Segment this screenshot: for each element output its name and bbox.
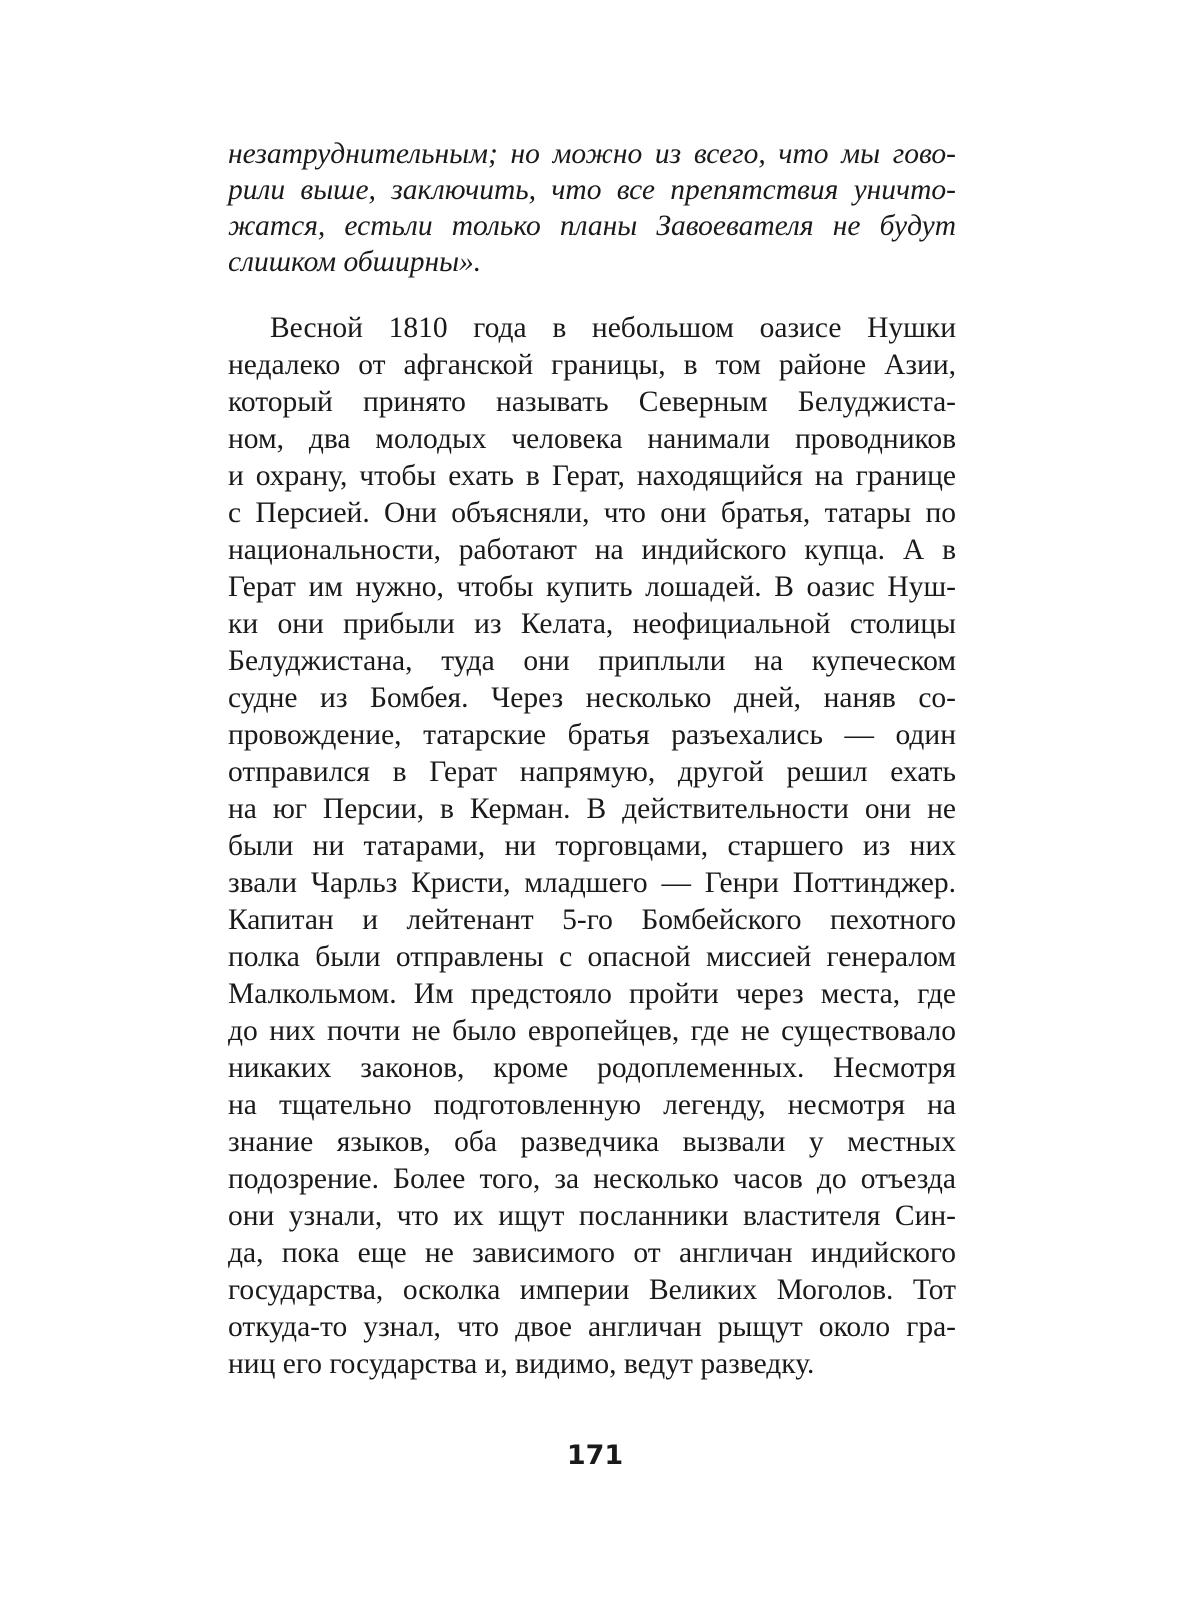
text-line: Весной 1810 года в небольшом оазисе Нушки [270,312,956,344]
text-line: отправился в Герат напрямую, другой решил ехать [228,756,956,788]
text-line: провождение, татарские братья разъехались — один [228,719,956,751]
text-line: на тщательно подготовленную легенду, несмотря на [228,1089,956,1121]
text-line: национальности, работают на индийского купца. А в [228,534,956,566]
text-line: Белуджистана, туда они приплыли на купеческом [228,645,956,677]
page-number: 171 [566,1440,624,1471]
text-line: с Персией. Они объясняли, что они братья, татары по [228,497,956,529]
text-line: Малкольмом. Им предстояло пройти через места, где [228,978,956,1010]
text-line: ки они прибыли из Келата, неофициальной столицы [228,608,956,640]
text-line: подозрение. Более того, за несколько часов до отъезда [228,1163,956,1195]
text-line: звали Чарльз Кристи, младшего — Генри Поттинджер. [228,867,956,899]
text-line: который принято называть Северным Белуджиста- [228,386,956,418]
text-line: незатруднительным; но можно из всего, что мы гово- [228,138,956,170]
text-line: и охрану, чтобы ехать в Герат, находящийся на границе [228,460,956,492]
text-line: слишком обширны». [228,246,482,278]
text-line: на юг Персии, в Керман. В действительности они не [228,793,956,825]
text-line: были ни татарами, ни торговцами, старшего из них [228,830,956,862]
text-line: ном, два молодых человека нанимали проводников [228,423,956,455]
text-line: никаких законов, кроме родоплеменных. Несмотря [228,1052,956,1084]
text-line: до них почти не было европейцев, где не существовало [228,1015,956,1047]
text-line: государства, осколка империи Великих Моголов. Тот [228,1274,956,1306]
text-line: жатся, естьли только планы Завоевателя не будут [228,210,956,242]
text-line: да, пока еще не зависимого от англичан индийского [228,1237,956,1269]
quote-block [228,136,956,280]
text-line: знание языков, оба разведчика вызвали у местных [228,1126,956,1158]
text-line: Капитан и лейтенант 5-го Бомбейского пехотного [228,904,956,936]
text-line: откуда-то узнал, что двое англичан рыщут около гра- [228,1311,956,1343]
text-line: судне из Бомбея. Через несколько дней, наняв со- [228,682,956,714]
text-line: рили выше, заключить, что все препятствия уничто- [228,174,956,206]
text-line: ниц его государства и, видимо, ведут разведку. [228,1348,815,1380]
text-line: полка были отправлены с опасной миссией генералом [228,941,956,973]
text-line: недалеко от афганской границы, в том районе Азии, [228,349,956,381]
text-line: Герат им нужно, чтобы купить лошадей. В оазис Нуш- [228,571,956,603]
body-paragraph [228,310,956,1383]
text-line: они узнали, что их ищут посланники властителя Син- [228,1200,956,1232]
